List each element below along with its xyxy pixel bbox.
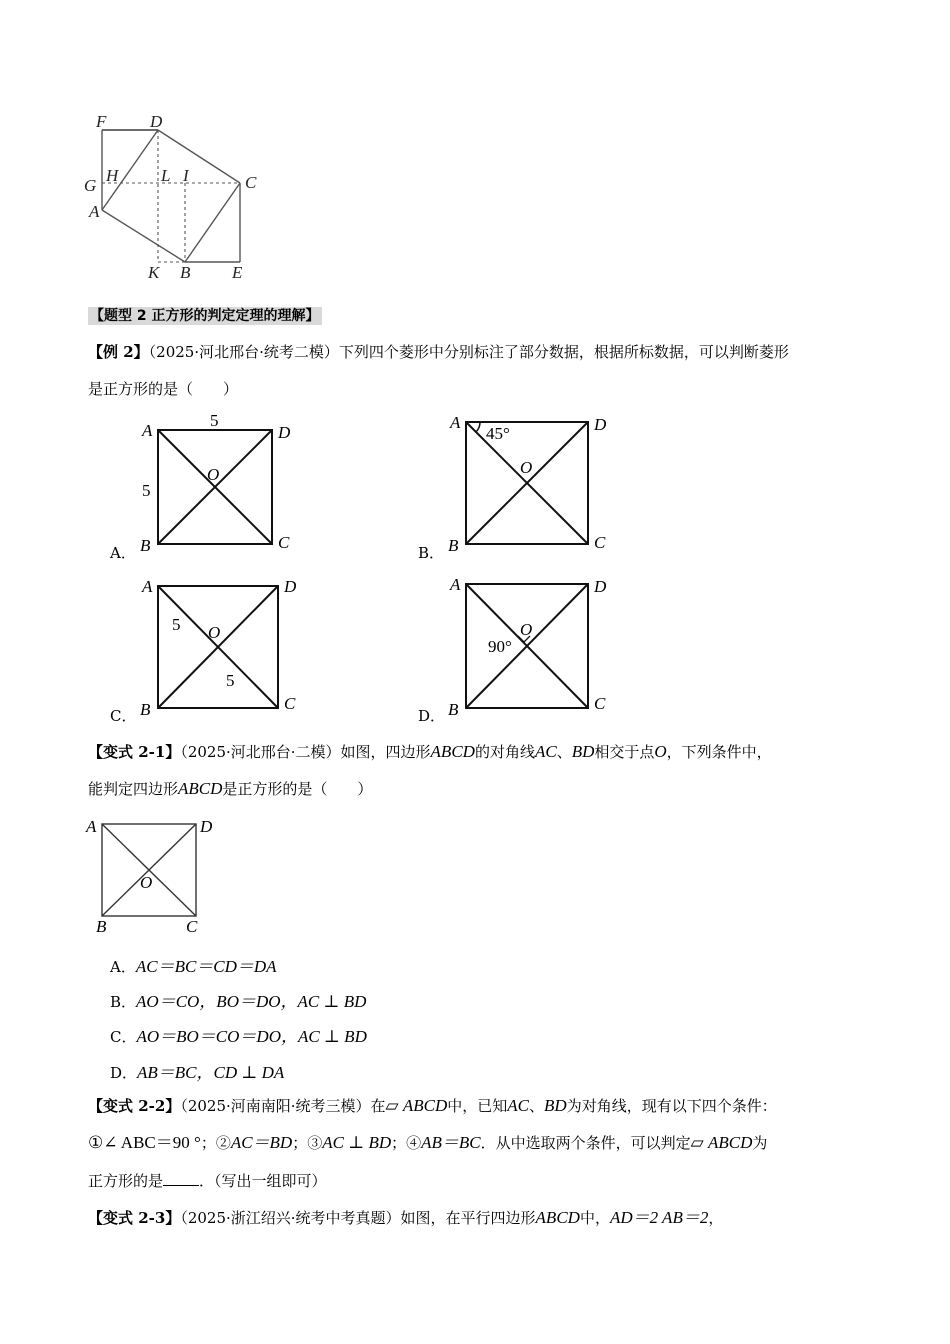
variant21-choice-c[interactable]: C．AO＝BO＝CO＝DO，AC ⊥ BD (110, 1027, 367, 1046)
label-C: C (245, 173, 257, 192)
answer-blank[interactable] (163, 1171, 199, 1186)
variant21-choice-d[interactable]: D．AB＝BC，CD ⊥ DA (110, 1063, 285, 1082)
optA-top-5: 5 (210, 411, 219, 430)
label-K: K (148, 263, 160, 282)
optD-angle: 90° (488, 637, 512, 656)
optC-B: B (140, 700, 151, 719)
optB-D: D (594, 415, 607, 434)
optA-O: O (207, 465, 220, 484)
label-I: I (183, 166, 189, 185)
optA-B: B (140, 536, 151, 555)
variant22-line3: 正方形的是 ．（写出一组即可） (88, 1172, 327, 1190)
v21-A: A (86, 817, 97, 836)
variant21-figure (82, 812, 222, 937)
option-a-label: A． (110, 544, 136, 562)
example2-line2: 是正方形的是（ ） (88, 380, 239, 398)
optA-left-5: 5 (142, 481, 151, 500)
optC-label-5b: 5 (226, 671, 235, 690)
optB-B: B (448, 536, 459, 555)
v21-B: B (96, 917, 107, 936)
label-F: F (96, 112, 107, 131)
optA-D: D (278, 423, 291, 442)
label-G: G (84, 176, 97, 195)
variant22-line1: 【变式 2-2】（2025·河南南阳·统考三模）在▱ ABCD中，已知AC、BD为对角线，现有以下四个条件： (88, 1096, 777, 1115)
option-c-label: C． (110, 707, 137, 725)
optD-C: C (594, 694, 606, 713)
v21-O: O (140, 873, 153, 892)
top-geometry-figure (80, 110, 280, 290)
section-heading: 【题型 2 正方形的判定定理的理解】 (90, 308, 320, 324)
v21-C: C (186, 917, 198, 936)
v21-D: D (200, 817, 213, 836)
option-c-figure (130, 572, 310, 722)
optC-O: O (208, 623, 221, 642)
variant21-line1: 【变式 2-1】（2025·河北邢台·二模）如图，四边形ABCD的对角线AC、BD相交于点O，下列条件中， (88, 742, 772, 761)
variant21-line2: 能判定四边形ABCD是正方形的是（ ） (88, 779, 373, 798)
optA-A: A (142, 421, 153, 440)
option-b-label: B． (418, 544, 445, 562)
option-b-figure (438, 408, 618, 558)
label-A: A (89, 202, 100, 221)
variant22-line2: ①∠ ABC＝90 °；②AC＝BD；③AC ⊥ BD；④AB＝BC．从中选取两个条件，可以判定▱ ABCD为 (88, 1133, 768, 1152)
option-d-figure (438, 572, 618, 722)
optB-angle: 45° (486, 424, 510, 443)
label-H: H (106, 166, 119, 185)
label-B: B (180, 263, 191, 282)
optD-D: D (594, 577, 607, 596)
optA-C: C (278, 533, 290, 552)
label-D: D (150, 112, 163, 131)
optB-O: O (520, 458, 533, 477)
variant21-choice-b[interactable]: B．AO＝CO，BO＝DO，AC ⊥ BD (110, 992, 367, 1011)
optB-C: C (594, 533, 606, 552)
optD-A: A (450, 575, 461, 594)
option-d-label: D． (418, 707, 446, 725)
optC-label-5a: 5 (172, 615, 181, 634)
variant23-line1: 【变式 2-3】（2025·浙江绍兴·统考中考真题）如图，在平行四边形ABCD中，AD＝2 AB＝2， (88, 1208, 724, 1227)
optB-A: A (450, 413, 461, 432)
optC-C: C (284, 694, 296, 713)
optC-A: A (142, 577, 153, 596)
label-E: E (232, 263, 243, 282)
example2-line1: 【例 2】（2025·河北邢台·统考二模）下列四个菱形中分别标注了部分数据，根据所标数据，可以判断菱形 (88, 343, 789, 361)
optC-D: D (284, 577, 297, 596)
option-a-figure (130, 408, 310, 558)
optD-B: B (448, 700, 459, 719)
optD-O: O (520, 620, 533, 639)
variant21-choice-a[interactable]: A．AC＝BC＝CD＝DA (110, 957, 277, 976)
label-L: L (161, 166, 171, 185)
